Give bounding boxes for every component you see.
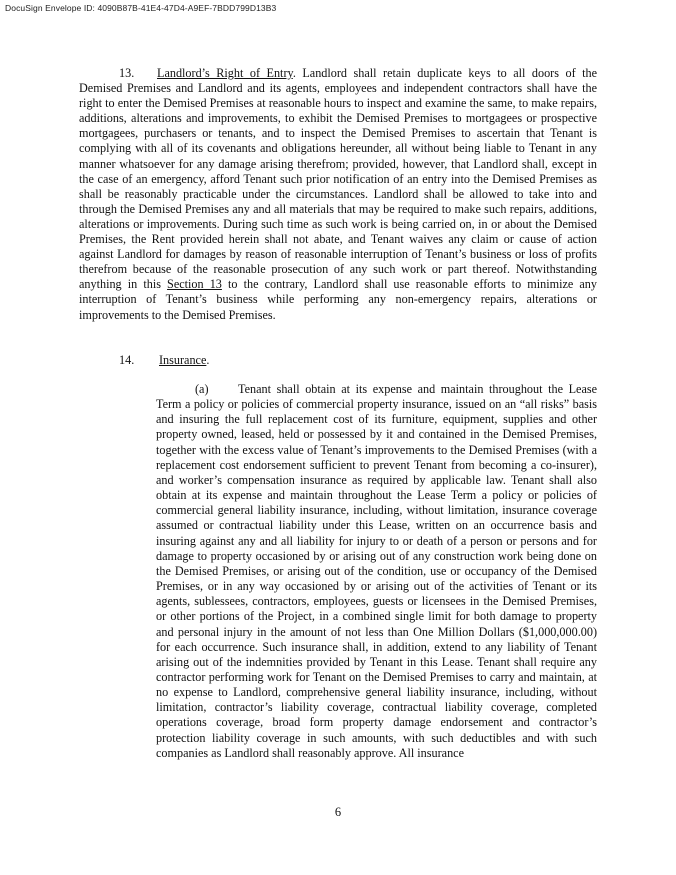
section-13-body-1: Landlord shall retain duplicate keys to all doors of the Demised Premises and Landlord and its agents, employees and independent contractors shall have the right to enter the Demised Premises at reasonable hours to inspect and examine the same, to make repairs, additions, alterations and improvements, to exhibit the Demised Premises to mortgagees or prospective mortgagees, purchasers or tenants, and to inspect the Demised Premises to ascertain that Tenant is complying with all of its covenants and obligations hereunder, all without being liable to Tenant in any manner whatsoever for any damage arising therefrom; provided, however, that Landlord shall, except in the case of an emergency, afford Tenant such prior notification of an entry into the Demised Premises as shall be reasonably practicable under the circumstances. Landlord shall be allowed to take into and through the Demised Premises any and all materials that may be required to make such repairs, additions, alterations or improvements. During such time as such work is being carried on, in or about the Demised Premises, the Rent provided herein shall not abate, and Tenant waives any claim or cause of action against Landlord for damages by reason of reasonable interruption of Tenant’s business or loss of profits therefrom because of the reasonable prosecution of any such work or part thereof. Notwithstanding anything in this (79, 66, 598, 292)
section-14a-text: Tenant shall obtain at its expense and maintain throughout the Lease Term a policy or policies of commercial property insurance, issued on an “all risks” basis and insuring the full replacement cost of its furniture, equipment, supplies and other property owned, leased, held or possessed by it and contained in the Demised Premises, together with the excess value of Tenant’s improvements to the Demised Premises (with a replacement cost endorsement sufficient to prevent Tenant from becoming a co-insurer), and worker’s compensation insurance as required by applicable law. Tenant shall also obtain at its expense and maintain throughout the Lease Term a policy or policies of commercial general liability insurance, including, without limitation, insurance coverage assumed or contractual liability under this Lease, written on an occurrence basis and insuring against any and all liability for injury to or death of a person or persons and for damage to property occasioned by or arising out of any construction work being done on the Demised Premises, or arising out of the condition, use or occupancy of the Demised Premises, or in any way occasioned by or arising out of the activities of Tenant or its agents, sublessees, contractors, employees, guests or licensees in the Demised Premises, or other portions of the Project, in a combined single limit for both damage to property and personal injury in the amount of not less than One Million Dollars ($1,000,000.00) for each occurrence. Such insurance shall, in addition, extend to any liability of Tenant arising out of the indemnities provided by Tenant in this Lease. Tenant shall require any contractor performing work for Tenant on the Demised Premises to carry and maintain, at no expense to Landlord, comprehensive general liability insurance, including, without limitation, contractor’s liability coverage, contractual liability coverage, completed operations coverage, broad form property damage endorsement and contractor’s protection liability coverage in such amounts, with such deductibles and with such companies as Landlord shall reasonably approve. All insurance (156, 382, 597, 760)
section-14-heading (119, 353, 209, 368)
section-13-title: Landlord’s Right of Entry (157, 66, 293, 80)
section-13-paragraph (79, 66, 597, 323)
section-14-number: 14. (119, 353, 135, 367)
section-14-title: Insurance (159, 353, 207, 367)
section-13-body-2: to the contrary, Landlord shall use reasonable efforts to minimize any interruption of Tenant’s business while performing any non-emergency repairs, alterations or improvements to the Demised Premises. (79, 277, 597, 322)
section-13-title-end: . (292, 66, 296, 80)
section-13-number: 13. (119, 66, 135, 80)
docusign-envelope-id: DocuSign Envelope ID: 4090B87B-41E4-47D4-A9EF-7BDD799D13B3 (5, 3, 277, 13)
section-13-reference-link: Section 13 (167, 277, 222, 292)
section-14a-label: (a) (195, 382, 209, 396)
page-number: 6 (334, 805, 342, 819)
section-14-title-end: . (206, 353, 210, 367)
section-14a-paragraph (156, 382, 597, 761)
